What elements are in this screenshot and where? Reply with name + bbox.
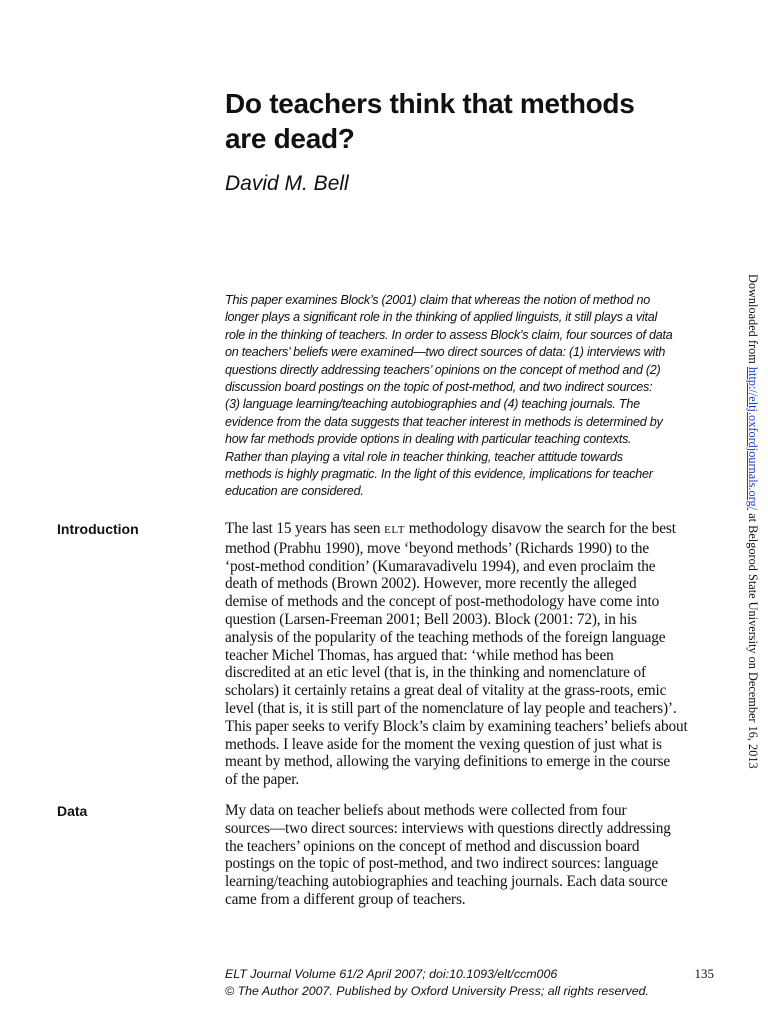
journal-link[interactable]: http://eltj.oxfordjournals.org/ (746, 366, 760, 511)
abstract-line: on teachers’ beliefs were examined—two direct sources of data: (1) interviews with (225, 345, 666, 360)
data-line: learning/teaching autobiographies and teaching journals. Each data source (225, 873, 668, 891)
abstract-line: (3) language learning/teaching autobiographies and (4) teaching journals. The (225, 397, 640, 412)
article-title (225, 86, 685, 156)
introduction-line-start: The last 15 years has seen (225, 520, 385, 537)
introduction-body (225, 520, 715, 789)
journal-citation: ELT Journal Volume 61/2 April 2007; doi:10.1093/elt/ccm006 (225, 967, 558, 981)
abstract-line: questions directly addressing teachers’ opinions on the concept of method and (2) (225, 362, 661, 377)
elt-abbreviation: ELT (384, 524, 406, 536)
abstract-line: methods is highly pragmatic. In the light of this evidence, implications for teacher (225, 467, 653, 482)
data-line: the teachers’ opinions on the concept of method and discussion board (225, 837, 640, 855)
introduction-line: death of methods (Brown 2002). However, more recently the alleged (225, 575, 637, 593)
introduction-line: This paper seeks to verify Block’s claim by examining teachers’ beliefs about (225, 717, 688, 735)
download-stamp (745, 274, 760, 769)
introduction-line: discredited at an etic level (that is, in the thinking and nomenclature of (225, 664, 646, 682)
author-name: David M. Bell (225, 172, 349, 195)
introduction-line: teacher Michel Thomas, has argued that: ‘while method has been (225, 646, 614, 664)
title-line-2: are dead? (225, 123, 355, 154)
abstract-line: evidence from the data suggests that teacher interest in methods is determined by (225, 414, 663, 429)
introduction-line: analysis of the popularity of the teaching methods of the foreign language (225, 628, 666, 646)
introduction-line: level (that is, it is still part of the nomenclature of lay people and teachers)’. (225, 699, 677, 717)
introduction-line-end: methodology disavow the search for the best (405, 520, 676, 537)
introduction-line: meant by method, allowing the varying definitions to emerge in the course (225, 753, 671, 771)
abstract-line: role in the thinking of teachers. In order to assess Block’s claim, four sources of data (225, 327, 673, 342)
abstract-line: how far methods provide options in dealing with particular teaching contexts. (225, 432, 632, 447)
data-line: came from a different group of teachers. (225, 890, 466, 908)
copyright-notice: © The Author 2007. Published by Oxford University Press; all rights reserved. (225, 983, 649, 998)
introduction-line: method (Prabhu 1990), move ‘beyond methods’ (Richards 1990) to the (225, 539, 649, 557)
introduction-line: of the paper. (225, 771, 300, 789)
abstract-line: This paper examines Block’s (2001) claim that whereas the notion of method no (225, 293, 651, 307)
section-heading-data: Data (57, 803, 88, 819)
data-body (225, 802, 715, 909)
introduction-line: methods. I leave aside for the moment the vexing question of just what is (225, 735, 662, 753)
abstract-line: education are considered. (225, 484, 364, 499)
abstract-line: longer plays a significant role in the thinking of applied linguists, it still plays a vital (225, 310, 658, 325)
data-line: My data on teacher beliefs about methods were collected from four (225, 802, 627, 819)
introduction-line: ‘post-method condition’ (Kumaravadivelu 1994), and even proclaim the (225, 557, 656, 575)
abstract (225, 292, 715, 501)
introduction-line: scholars) it certainly retains a great deal of vitality at the grass-roots, emic (225, 682, 667, 700)
data-line: sources—two direct sources: interviews with questions directly addressing (225, 819, 671, 837)
title-line-1: Do teachers think that methods (225, 88, 635, 119)
data-line: postings on the topic of post-method, and two indirect sources: language (225, 855, 659, 873)
abstract-line: Rather than playing a vital role in teacher thinking, teacher attitude towards (225, 449, 623, 464)
introduction-line (225, 520, 715, 540)
page-footer (225, 966, 715, 999)
download-stamp-suffix: at Belgorod State University on December 16, 2013 (746, 510, 760, 769)
page-number: 135 (694, 966, 714, 981)
download-stamp-prefix: Downloaded from (746, 274, 760, 367)
introduction-line: question (Larsen-Freeman 2001; Bell 2003). Block (2001: 72), in his (225, 610, 637, 628)
section-heading-introduction: Introduction (57, 521, 139, 537)
abstract-line: discussion board postings on the topic of post-method, and two indirect sources: (225, 380, 653, 395)
introduction-line: demise of methods and the concept of post-methodology have come into (225, 593, 660, 611)
